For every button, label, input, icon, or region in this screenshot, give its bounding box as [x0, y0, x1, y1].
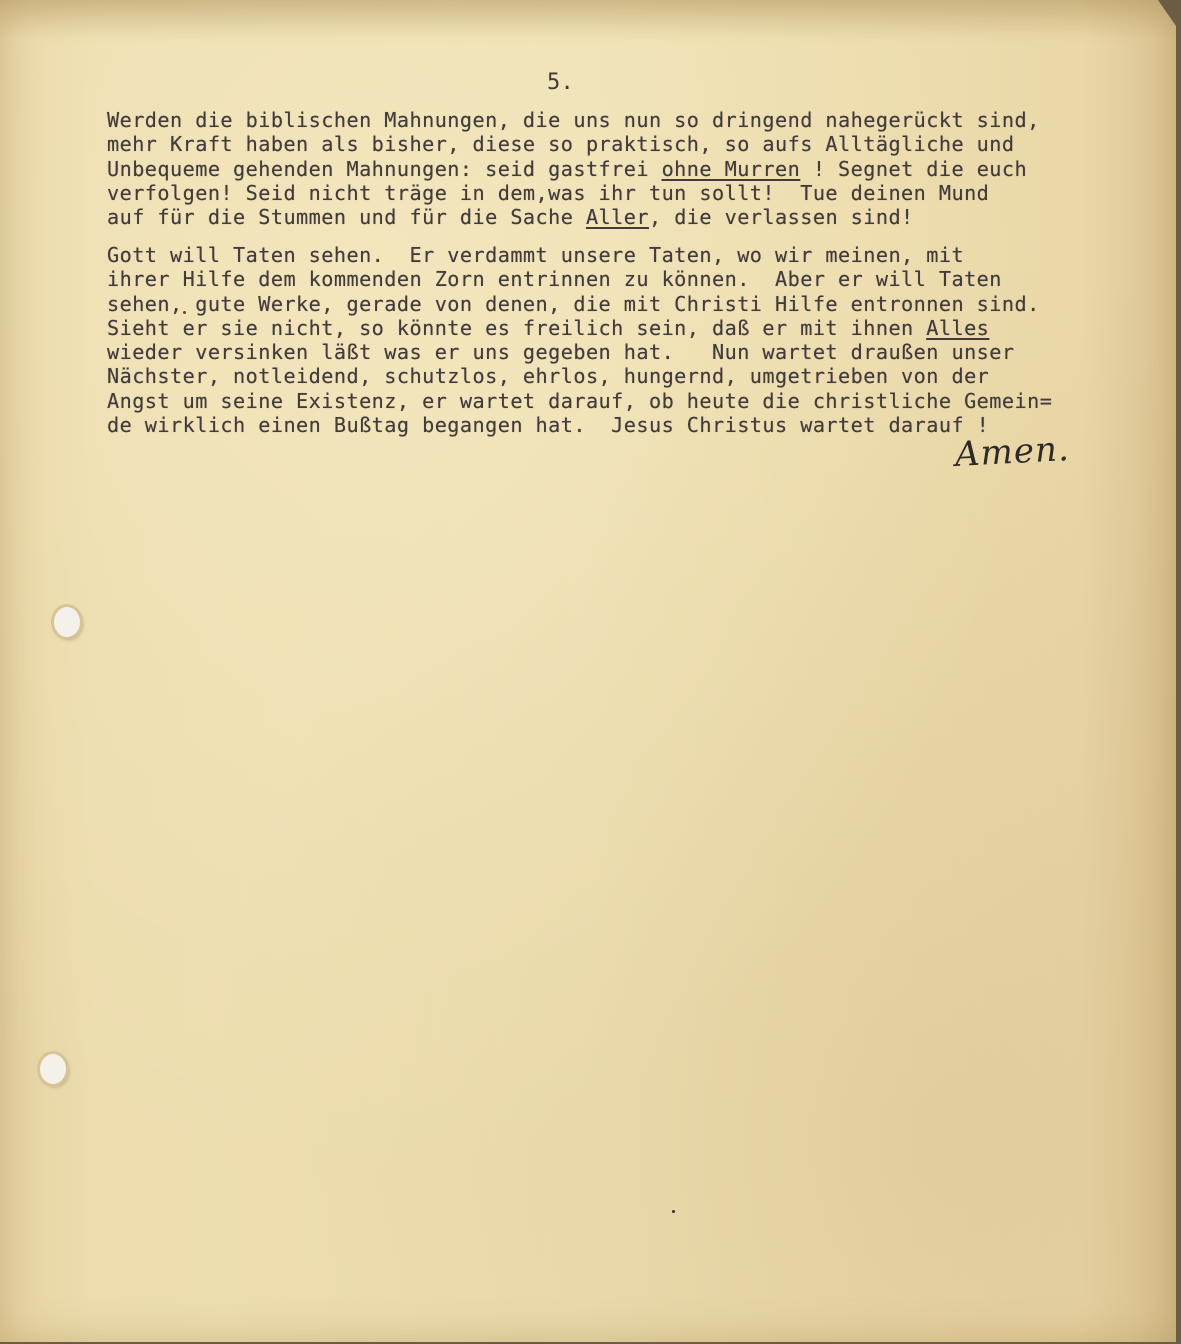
- paragraph-2-line: ihrer Hilfe dem kommenden Zorn entrinnen zu können. Aber er will Taten: [107, 267, 1002, 292]
- paragraph-1-line: Werden die biblischen Mahnungen, die uns nun so dringend nahegerückt sind,: [107, 108, 1040, 132]
- paragraph-2-line: de wirklich einen Bußtag begangen hat. Jesus Christus wartet darauf !: [107, 413, 990, 438]
- underlined-phrase: ohne Murren: [661, 156, 801, 181]
- paragraph-1-line: mehr Kraft haben als bisher, diese so praktisch, so aufs Alltägliche und: [107, 132, 1015, 157]
- paragraph-2-line: Angst um seine Existenz, er wartet darauf, ob heute die christliche Gemein=: [107, 388, 1053, 413]
- underlined-word: Alles: [926, 315, 990, 340]
- underlined-word: Aller: [585, 205, 649, 230]
- paragraph-2-line: wieder versinken läßt was er uns gegeben hat. Nun wartet draußen unser: [107, 340, 1015, 365]
- paragraph-1: [107, 108, 1040, 229]
- paragraph-1-line: verfolgen! Seid nicht träge in dem,was ihr tun sollt! Tue deinen Mund: [107, 180, 990, 205]
- page-number: 5.: [547, 70, 575, 95]
- paragraph-1-line: Unbequeme gehenden Mahnungen: seid gastfrei ohne Murren ! Segnet die euch: [107, 156, 1028, 181]
- punch-hole-top: [54, 607, 80, 637]
- paragraph-2-line: sehen, gute Werke, gerade von denen, die mit Christi Hilfe entronnen sind.: [107, 291, 1040, 316]
- paragraph-2-line: Gott will Taten sehen. Er verdammt unsere Taten, wo wir meinen, mit: [107, 243, 965, 267]
- paragraph-2-line: Sieht er sie nicht, so könnte es freilich sein, daß er mit ihnen Alles: [107, 315, 990, 340]
- paragraph-1-line: auf für die Stummen und für die Sache Aller, die verlassen sind!: [107, 205, 914, 230]
- punch-hole-bottom: [40, 1054, 66, 1084]
- paragraph-2: [107, 243, 1052, 437]
- paragraph-2-line: Nächster, notleidend, schutzlos, ehrlos, hungernd, umgetrieben von der: [107, 364, 990, 389]
- handwritten-signature: Amen.: [954, 429, 1071, 475]
- torn-corner: [1158, 0, 1176, 26]
- ink-speck: [672, 1210, 675, 1213]
